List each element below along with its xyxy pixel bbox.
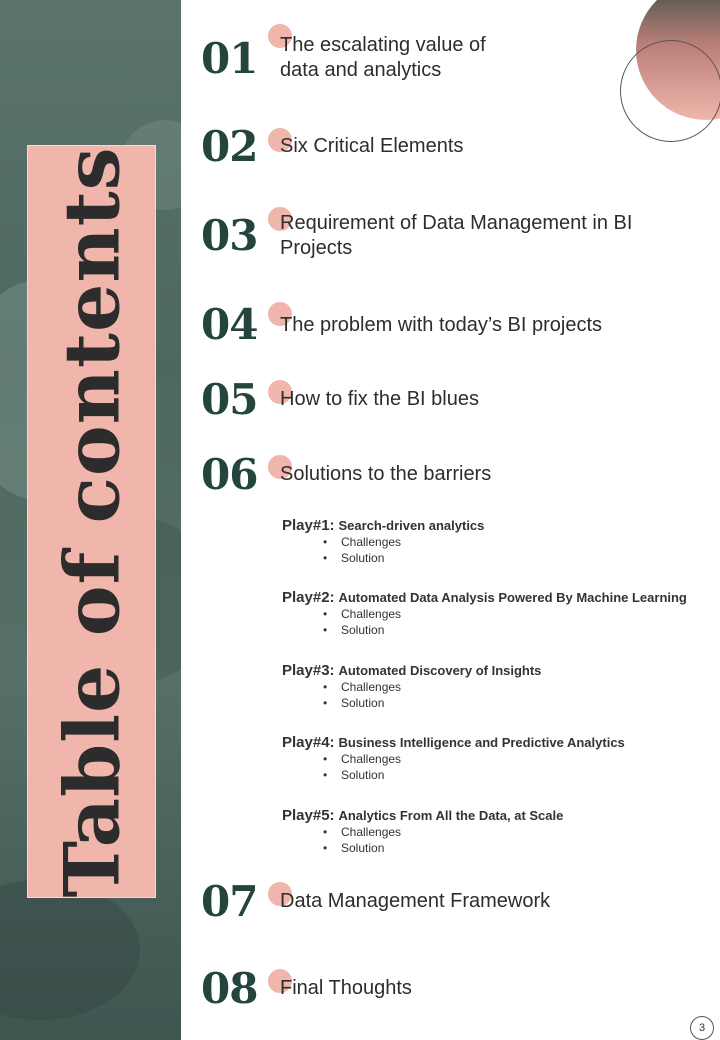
decorative-ring [620,40,720,142]
list-item: • Challenges [282,824,563,840]
section-title: Six Critical Elements [280,135,464,157]
title-banner [27,145,156,898]
play-label: Play#2: [282,589,335,606]
section-number: 08 [201,964,258,1013]
play-item [282,517,484,566]
photo-shape [0,880,140,1020]
section-title: The escalating value of data and analytics [280,34,486,81]
section-number: 01 [201,34,258,83]
list-item: • Solution [282,622,687,638]
play-item [282,589,687,638]
section-number: 05 [201,375,258,424]
section-title: Data Management Framework [280,890,551,912]
play-title: Automated Discovery of Insights [338,663,542,678]
section-title: Solutions to the barriers [280,463,492,485]
list-item: • Solution [282,695,541,711]
list-item: • Challenges [282,751,625,767]
section-title: The problem with today’s BI projects [280,314,603,336]
list-item: • Challenges [282,534,484,550]
list-item: • Solution [282,550,484,566]
section-title: Final Thoughts [280,977,412,999]
play-item [282,734,625,783]
play-title: Search-driven analytics [338,518,485,533]
play-title: Analytics From All the Data, at Scale [338,808,564,823]
play-label: Play#1: [282,517,335,534]
play-title: Automated Data Analysis Powered By Machine Learning [338,590,687,605]
page-title: Table of contents [47,145,136,898]
play-label: Play#3: [282,662,335,679]
play-item [282,662,541,711]
play-title: Business Intelligence and Predictive Analytics [338,735,625,750]
play-label: Play#5: [282,807,335,824]
list-item: • Challenges [282,679,541,695]
section-number: 03 [201,211,258,260]
page-number: 3 [690,1016,714,1040]
play-label: Play#4: [282,734,335,751]
section-title: Requirement of Data Management in BI Projects [280,212,633,259]
list-item: • Challenges [282,606,687,622]
section-title: How to fix the BI blues [280,388,479,410]
list-item: • Solution [282,767,625,783]
section-number: 04 [201,300,258,349]
section-number: 06 [201,450,258,499]
section-number: 07 [201,877,258,926]
list-item: • Solution [282,840,563,856]
play-item [282,807,563,856]
section-number: 02 [201,122,258,171]
